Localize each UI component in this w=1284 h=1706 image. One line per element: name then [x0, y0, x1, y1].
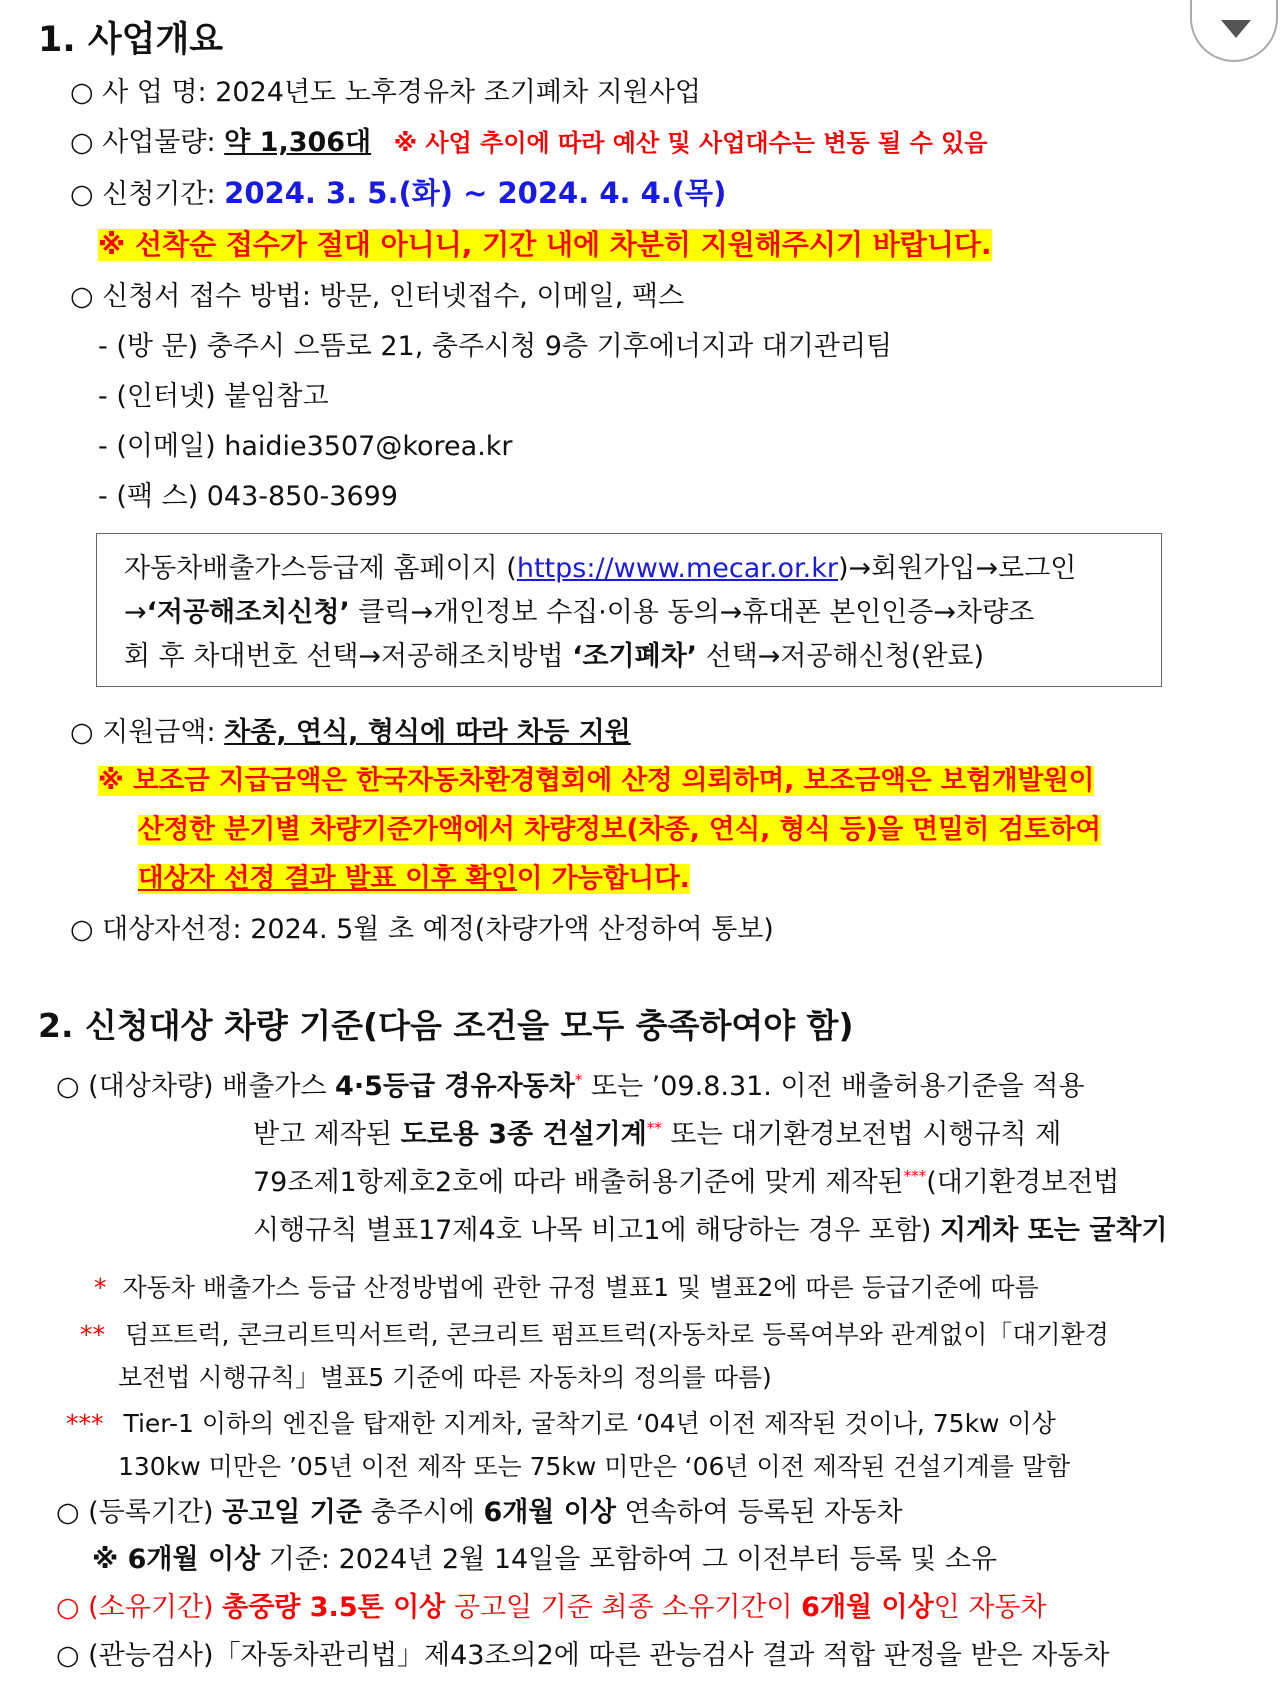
- ownership-label: ○ (소유기간): [56, 1592, 223, 1623]
- chevron-down-icon: [1221, 20, 1251, 38]
- quantity-value: 약 1,306대: [224, 127, 372, 158]
- amount-note-tail: 이 가능합니다.: [516, 863, 690, 894]
- amount-note-underlined: 대상자 선정 결과 발표 이후 확인: [138, 863, 517, 894]
- target-emphasis: 도로용 3종 건설기계: [400, 1119, 647, 1150]
- footnote-mark: *: [574, 1071, 583, 1089]
- quantity-note: ※ 사업 추이에 따라 예산 및 사업대수는 변동 될 수 있음: [393, 129, 988, 157]
- guide-line-3: [124, 641, 984, 672]
- registration-note-emphasis: ※ 6개월 이상: [92, 1544, 261, 1575]
- amount-note-1: ※ 보조금 지급금액은 한국자동차환경협회에 산정 의뢰하며, 보조금액은 보험개발원이: [98, 765, 1095, 796]
- registration-row: [56, 1497, 903, 1528]
- method-internet: - (인터넷) 붙임참고: [98, 381, 329, 412]
- target-text: 받고 제작된: [253, 1119, 401, 1150]
- registration-note: [92, 1544, 997, 1575]
- footnote-text: 덤프트럭, 콘크리트믹서트럭, 콘크리트 펌프트럭(자동차로 등록여부와 관계없이「대기환경: [124, 1320, 1109, 1349]
- target-text: 또는 ’09.8.31. 이전 배출허용기준을 적용: [582, 1071, 1085, 1102]
- footnote-text: Tier-1 이하의 엔진을 탑재한 지게차, 굴착기로 ‘04년 이전 제작된 것이나, 75kw 이상: [123, 1409, 1056, 1438]
- registration-text: 연속하여 등록된 자동차: [615, 1497, 903, 1528]
- registration-text: 충주시에: [361, 1497, 484, 1528]
- target-line-1: [56, 1071, 1085, 1102]
- period-label: ○ 신청기간:: [70, 179, 216, 210]
- ownership-emphasis: 총중량 3.5톤 이상: [222, 1592, 446, 1623]
- guide-text: 클릭→개인정보 수집·이용 동의→휴대폰 본인인증→차량조: [349, 597, 1035, 628]
- project-name-label: ○ 사 업 명:: [70, 77, 207, 108]
- amount-value: 차종, 연식, 형식에 따라 차등 지원: [224, 717, 631, 748]
- target-text: 시행규칙 별표17제4호 나목 비고1에 해당하는 경우 포함): [253, 1215, 941, 1246]
- ownership-emphasis: 6개월 이상: [801, 1592, 934, 1623]
- amount-row: [70, 717, 631, 748]
- method-fax: - (팩 스) 043-850-3699: [98, 481, 398, 512]
- ownership-text: 인 자동차: [933, 1592, 1047, 1623]
- guide-text: 회 후 차대번호 선택→저공해조치방법: [124, 641, 573, 672]
- method-email: - (이메일) haidie3507@korea.kr: [98, 431, 513, 462]
- guide-emphasis: ‘저공해조치신청’: [146, 597, 350, 628]
- footnote-mark: ***: [903, 1167, 927, 1185]
- footnote-marker: ***: [66, 1409, 104, 1438]
- homepage-link[interactable]: https://www.mecar.or.kr: [516, 553, 838, 584]
- target-text: 또는 대기환경보전법 시행규칙 제: [661, 1119, 1062, 1150]
- target-text: (대기환경보전법: [926, 1167, 1120, 1198]
- footnote-mark: **: [646, 1119, 662, 1137]
- guide-line-2: [124, 597, 1034, 628]
- ownership-text: 공고일 기준 최종 소유기간이: [445, 1592, 802, 1623]
- footnote-2-cont: 보전법 시행규칙」별표5 기준에 따른 자동차의 정의를 따름): [118, 1363, 772, 1392]
- method-line: ○ 신청서 접수 방법: 방문, 인터넷접수, 이메일, 팩스: [70, 281, 685, 312]
- method-visit: - (방 문) 충주시 으뜸로 21, 충주시청 9층 기후에너지과 대기관리팀: [98, 331, 893, 362]
- footnote-marker: *: [94, 1273, 107, 1302]
- target-emphasis: 지게차 또는 굴착기: [940, 1215, 1168, 1246]
- footnote-marker: **: [80, 1320, 105, 1349]
- guide-text: )→회원가입→로그인: [837, 553, 1077, 584]
- guide-emphasis: ‘조기폐차’: [572, 641, 698, 672]
- guide-text: →: [124, 597, 147, 628]
- target-line-3: [253, 1167, 1119, 1198]
- guide-text: 선택→저공해신청(완료): [697, 641, 985, 672]
- period-row: [70, 177, 726, 210]
- registration-emphasis: 6개월 이상: [483, 1497, 616, 1528]
- project-name-row: [70, 77, 701, 108]
- registration-note-text: 기준: 2024년 2월 14일을 포함하여 그 이전부터 등록 및 소유: [260, 1544, 997, 1575]
- selection-line: ○ 대상자선정: 2024. 5월 초 예정(차량가액 산정하여 통보): [70, 914, 774, 945]
- amount-note-2: 산정한 분기별 차량기준가액에서 차량정보(차종, 연식, 형식 등)을 면밀히 검토하여: [138, 814, 1101, 845]
- footnote-1: [94, 1274, 1039, 1303]
- amount-note-3: [138, 864, 690, 894]
- target-emphasis: 4·5등급 경유자동차: [335, 1071, 575, 1102]
- section2-title: 2. 신청대상 차량 기준(다음 조건을 모두 충족하여야 함): [38, 1006, 854, 1045]
- registration-emphasis: 공고일 기준: [222, 1497, 362, 1528]
- footnote-text: 자동차 배출가스 등급 산정방법에 관한 규정 별표1 및 별표2에 따른 등급기준에 따름: [122, 1273, 1039, 1302]
- quantity-label: ○ 사업물량:: [70, 127, 216, 158]
- inspection-row: ○ (관능검사)「자동차관리법」제43조의2에 따른 관능검사 결과 적합 판정을 받은 자동차: [56, 1640, 1110, 1671]
- section1-title: 1. 사업개요: [38, 20, 224, 60]
- collapse-button[interactable]: [1190, 0, 1278, 62]
- ownership-row: [56, 1592, 1047, 1623]
- amount-label: ○ 지원금액:: [70, 717, 216, 748]
- target-line-4: [253, 1215, 1168, 1246]
- target-text: 79조제1항제호2호에 따라 배출허용기준에 맞게 제작된: [253, 1167, 904, 1198]
- quantity-row: [70, 127, 987, 158]
- guide-line-1: [124, 553, 1076, 584]
- footnote-3: [66, 1410, 1056, 1439]
- footnote-3-cont: 130kw 미만은 ’05년 이전 제작 또는 75kw 미만은 ‘06년 이전 제작된 건설기계를 말함: [118, 1452, 1071, 1481]
- target-line-2: [253, 1119, 1061, 1150]
- registration-label: ○ (등록기간): [56, 1497, 223, 1528]
- guide-text: 자동차배출가스등급제 홈페이지 (: [124, 553, 517, 584]
- period-warning: ※ 선착순 접수가 절대 아니니, 기간 내에 차분히 지원해주시기 바랍니다.: [98, 228, 992, 261]
- period-value: 2024. 3. 5.(화) ~ 2024. 4. 4.(목): [224, 176, 727, 210]
- footnote-2: [80, 1321, 1109, 1350]
- target-text: ○ (대상차량) 배출가스: [56, 1071, 336, 1102]
- project-name-value: 2024년도 노후경유차 조기폐차 지원사업: [215, 77, 701, 108]
